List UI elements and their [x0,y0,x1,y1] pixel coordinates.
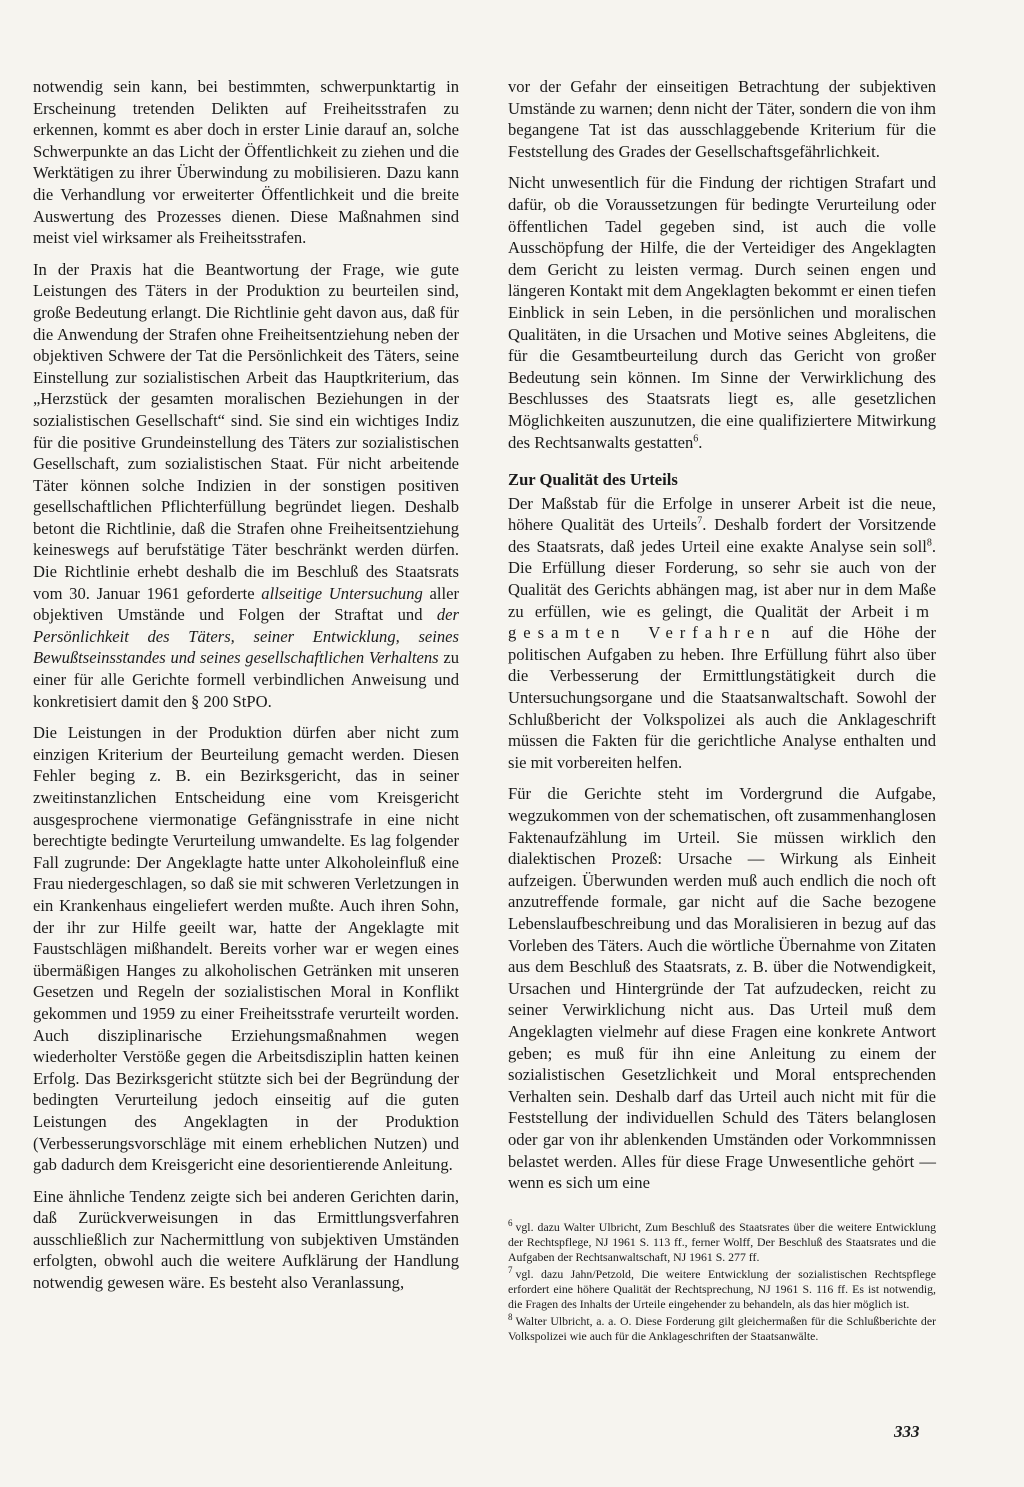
footnote-number: 6 [508,1217,513,1228]
text-run: aller objektiven Umstände und Folgen der Straftat und [33,583,459,625]
text-run: zu einer für alle Gerichte formell verbindlichen Anweisung und konkretisiert damit den § 200 StPO. [33,648,460,711]
footnote-number: 7 [508,1265,513,1276]
footnote-ref: 6 [693,432,699,444]
footnote [508,1267,936,1312]
page-number: 333 [894,1422,920,1441]
footnotes [508,1217,936,1345]
footnote-text: vgl. dazu Walter Ulbricht, Zum Beschluß des Staatsrates über die weitere Entwicklung der Rechtspflege, NJ 1961 S. 113 ff., ferner Wolff, Der Beschluß des Staatsrates und die Aufgaben der Rechtsanwaltschaft, NJ 1961 S. 277 ff. [508,1219,936,1264]
emphasis-text: im gesamten Verfahren [508,601,936,643]
paragraph [508,493,936,774]
paragraph [33,259,459,712]
paragraph: Eine ähnliche Tendenz zeigte sich bei anderen Gerichten darin, daß Zurückverweisungen in das Ermittlungsverfahren ausschließlich zur Nachermittlung von subjektiven Umständen erfolgten, obwohl auch die weitere Aufklärung der Handlung notwendig gewesen wäre. Es besteht also Veranlassung, [33,1186,459,1293]
paragraph [508,172,936,453]
paragraph: Die Leistungen in der Produktion dürfen aber nicht zum einzigen Kriterium der Beurteilung gemacht werden. Diesen Fehler beging z. B. ein Bezirksgericht, das in seiner zweitinstanzlichen Entscheidung eine vom Kreisgericht ausgesprochene viermonatige Gefängnisstrafe in eine nicht berechtigte bedingte Verurteilung umwandelte. Es lag folgender Fall zugrunde: Der Angeklagte hatte unter Alkoholeinfluß eine Frau niedergeschlagen, so daß sie mit schweren Verletzungen in ein Krankenhaus eingeliefert werden mußte. Auch ihren Sohn, der ihr zur Hilfe geeilt war, hatte der Angeklagte mit Faustschlägen mißhandelt. Bereits vorher war er wegen eines übermäßigen Hanges zu alkoholischen Getränken mit unseren Gesetzen und Regeln der sozialistischen Moral in Konflikt gekommen und 1959 zu einer Freiheitsstrafe verurteilt worden. Auch disziplinarische Erziehungsmaßnahmen wegen wiederholter Verstöße gegen die Arbeitsdisziplin hatten keinen Erfolg. Das Bezirksgericht stützte sich bei der Begründung der bedingten Verurteilung jedoch einseitig auf die guten Leistungen des Angeklagten in der Produktion (Verbesserungsvorschläge mit einem erheblichen Nutzen) und gab dadurch dem Kreisgericht eine desorientierende Anleitung. [33,723,459,1175]
left-column [33,76,459,1304]
paragraph: vor der Gefahr der einseitigen Betrachtung der subjektiven Umstände zu warnen; denn nicht der Täter, sondern die von ihm begangene Tat ist das ausschlaggebende Kriterium für die Feststellung des Grades der Gesellschaftsgefährlichkeit. [508,77,936,161]
section-heading: Zur Qualität des Urteils [508,470,678,490]
footnote-ref: 8 [926,537,932,549]
footnote-text: Walter Ulbricht, a. a. O. Diese Forderung gilt gleichermaßen für die Schlußberichte der Volkspolizei wie auch für die Anklageschriften der Staatsanwälte. [508,1314,936,1344]
footnote-text: vgl. dazu Jahn/Petzold, Die weitere Entwicklung der sozialistischen Rechtspflege erfordert eine höhere Qualität der Rechtsprechung, NJ 1961 S. 116 ff. Es ist notwendig, die Fragen des Inhalts der Urteile eingehender zu behandeln, als das hier möglich ist. [508,1266,936,1312]
footnote-ref: 7 [697,515,703,527]
footnote [508,1314,936,1344]
text-run: Der Maßstab für die Erfolge in unserer Arbeit ist die neue, höhere Qualität des Urteils [508,493,936,535]
text-run: . Deshalb fordert der Vorsitzende des Staatsrats, daß jedes Urteil eine exakte Analyse sein soll [508,515,936,556]
text-run: In der Praxis hat die Beantwortung der Frage, wie gute Leistungen des Täters in der Produktion zu beurteilen sind, große Bedeutung erlangt. Die Richtlinie geht davon aus, daß für die Anwendung der Strafen ohne Freiheitsentziehung neben der objektiven Schwere der Tat die Persönlichkeit des Täters, seine Einstellung zur sozialistischen Arbeit das Hauptkriterium, das „Herzstück der gesamten moralischen Beziehungen in der sozialistischen Gesellschaft“ sind. Sie sind ein wichtiges Indiz für die positive Grundeinstellung des Täters zur sozialistischen Gesellschaft, zum sozialistischen Staat. Für nicht arbeitende Täter können solche Indizien in der sonstigen positiven gesellschaftlichen Pflichterfüllung begründet liegen. Deshalb betont die Richtlinie, daß die Strafen ohne Freiheitsentziehung keineswegs auf berufstätige Täter beschränkt werden dürfen. Die Richtlinie erhebt deshalb die im Beschluß des Staatsrats vom 30. Januar 1961 geforderte [33,259,459,603]
paragraph: notwendig sein kann, bei bestimmten, schwerpunktartig in Erscheinung tretenden Delikten auf Freiheitsstrafen zu erkennen, kommt es aber doch in erster Linie darauf an, solche Schwerpunkte an das Licht der Öffentlichkeit zu ziehen und die Werktätigen zu ihrer Überwindung zu mobilisieren. Dazu kann die Verhandlung vor erweiterter Öffentlichkeit und die breite Auswertung des Prozesses dienen. Diese Maßnahmen sind meist viel wirksamer als Freiheitsstrafen. [33,77,459,248]
footnote [508,1217,936,1265]
emphasis-text: der Persönlichkeit des Täters, seiner Entwicklung, seines Bewußtseinsstandes und seines gesellschaftlichen Verhaltens [33,605,459,668]
footnote-number: 8 [508,1312,513,1323]
text-run: auf die Höhe der politischen Aufgaben zu heben. Ihre Erfüllung führt also über die Verbesserung der Ermittlungstätigkeit durch die Untersuchungsorgane und die Staatsanwaltschaft. Sowohl der Schlußbericht der Volkspolizei als auch die Anklageschrift müssen die Fakten für die gerichtliche Analyse enthalten und sie mit vorbereiten helfen. [508,623,936,772]
emphasis-text: allseitige Untersuchung [261,583,423,603]
text-run: Nicht unwesentlich für die Findung der richtigen Strafart und dafür, ob die Voraussetzungen für bedingte Verurteilung oder öffentlichen Tadel gegeben sind, ist auch die volle Ausschöpfung der Hilfe, die der Verteidiger des Angeklagten dem Gericht zu leisten vermag. Durch seinen engen und längeren Kontakt mit dem Angeklagten bekommt er einen tiefen Einblick in sein Leben, in die persönlichen und moralischen Qualitäten, in die Ursachen und Motive seines Abgleitens, die für die Gesamtbeurteilung durch das Gericht von großer Bedeutung sein können. Im Sinne der Verwirklichung des Beschlusses des Staatsrats liegt es, alle gesetzlichen Möglichkeiten auszunutzen, die eine qualifiziertere Mitwirkung des Rechtsanwalts gestatten [508,173,936,452]
text-run: . Die Erfüllung dieser Forderung, so sehr sie auch von der Qualität des Gerichts abhängen mag, ist aber nur in dem Maße zu erfüllen, wie es gelingt, die Qualität der Arbeit [508,536,936,621]
paragraph: Für die Gerichte steht im Vordergrund die Aufgabe, wegzukommen von der schematischen, oft zusammenhanglosen Faktenaufzählung im Urteil. Sie müssen wirklich den dialektischen Prozeß: Ursache — Wirkung als Einheit aufzeigen. Überwunden werden muß auch endlich die noch oft anzutreffende formale, gar nicht auf die Sache bezogene Lebenslaufbeschreibung und das Moralisieren in bezug auf das Vorleben des Täters. Auch die wörtliche Übernahme von Zitaten aus dem Beschluß des Staatsrats, z. B. über die Notwendigkeit, Ursachen und Hintergründe der Tat aufzudecken, reicht zu seiner Verwirklichung nicht aus. Das Urteil muß dem Angeklagten vielmehr auf diese Fragen eine konkrete Antwort geben; es muß für ihn eine Anleitung zu einem der sozialistischen Gesetzlichkeit und Moral entsprechenden Verhalten sein. Deshalb darf das Urteil auch nicht mit für die Feststellung der individuellen Schuld des Täters belanglosen oder gar von ihr ablenkenden Umständen oder Vorkommnissen belastet werden. Alles für diese Frage Unwesentliche gehört — wenn es sich um eine [508,784,936,1193]
text-run: . [698,432,703,452]
right-column [508,76,936,1346]
